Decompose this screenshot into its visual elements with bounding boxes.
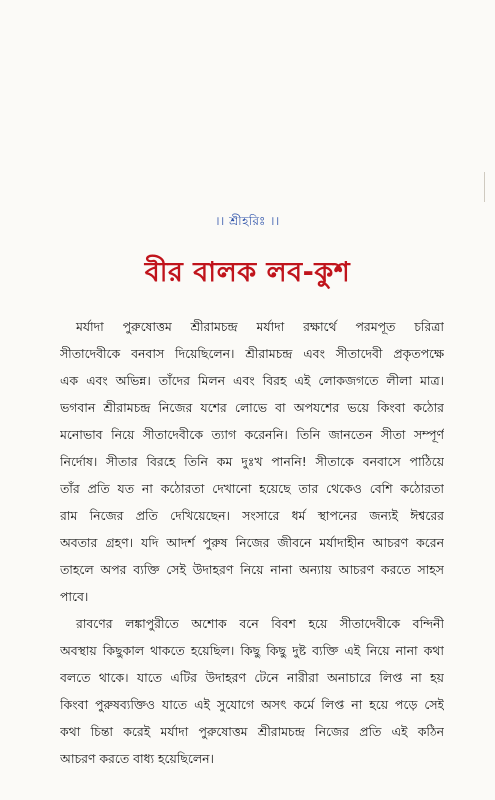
paragraph-line: কথা চিন্তা করেই মর্যাদা পুরুষোত্তম শ্রীরামচন্দ্র নিজের প্রতি এই কঠিন <box>60 724 444 739</box>
paragraph-line: ভগবান শ্রীরামচন্দ্র নিজের যশের লোভে বা অপযশের ভয়ে কিংবা কঠোর <box>60 400 444 415</box>
paragraph-line: অবস্থায় কিছুকাল থাকতে হয়েছিল। কিছু কিছু দুষ্ট ব্যক্তি এই নিয়ে নানা কথা <box>60 643 444 658</box>
page-edge-mark <box>484 172 485 202</box>
chapter-title: বীর বালক লব-কুশ <box>144 257 351 288</box>
paragraph-1 <box>60 313 444 610</box>
paragraph-line: তাহলে অপর ব্যক্তি সেই উদাহরণ নিয়ে নানা অন্যায় আচরণ করতে সাহস <box>60 562 444 577</box>
paragraph-line: রাম নিজের প্রতি দেখিয়েছেন। সংসারে ধর্ম স্থাপনের জন্যই ঈশ্বরের <box>60 508 444 523</box>
paragraph-line: পাবে। <box>60 589 89 604</box>
paragraph-line: কিংবা পুরুষব্যক্তিও যাতে এই সুযোগে অসৎ কর্মে লিপ্ত না হয়ে পড়ে সেই <box>60 697 444 712</box>
paragraph-2 <box>60 610 444 772</box>
paragraph-line: মর্যাদা পুরুষোত্তম শ্রীরামচন্দ্র মর্যাদা রক্ষার্থে পরমপূত চরিত্রা <box>76 319 444 334</box>
chapter-body <box>60 313 444 772</box>
paragraph-line: বলতে থাকে। যাতে এটির উদাহরণ টেনে নারীরা অনাচারে লিপ্ত না হয় <box>60 670 444 685</box>
paragraph-line: এক এবং অভিন্ন। তাঁদের মিলন এবং বিরহ এই লোকজগতে লীলা মাত্র। <box>60 373 444 388</box>
paragraph-line: তাঁর প্রতি যত না কঠোরতা দেখানো হয়েছে তার থেকেও বেশি কঠোরতা <box>60 481 444 496</box>
paragraph-line: আচরণ করতে বাধ্য হয়েছিলেন। <box>60 751 214 766</box>
invocation-header: ।। শ্রীহরিঃ ।। <box>215 214 280 228</box>
paragraph-line: নির্দোষ। সীতার বিরহে তিনি কম দুঃখ পাননি! সীতাকে বনবাসে পাঠিয়ে <box>60 454 444 469</box>
paragraph-line: অবতার গ্রহণ। যদি আদর্শ পুরুষ নিজের জীবনে মর্যাদাহীন আচরণ করেন <box>60 535 444 550</box>
paragraph-line: রাবণের লঙ্কাপুরীতে অশোক বনে বিবশ হয়ে সীতাদেবীকে বন্দিনী <box>76 616 444 631</box>
paragraph-line: মনোভাব নিয়ে সীতাদেবীকে ত্যাগ করেননি। তিনি জানতেন সীতা সম্পূর্ণ <box>60 427 444 442</box>
paragraph-line: সীতাদেবীকে বনবাস দিয়েছিলেন। শ্রীরামচন্দ্র এবং সীতাদেবী প্রকৃতপক্ষে <box>60 346 444 361</box>
